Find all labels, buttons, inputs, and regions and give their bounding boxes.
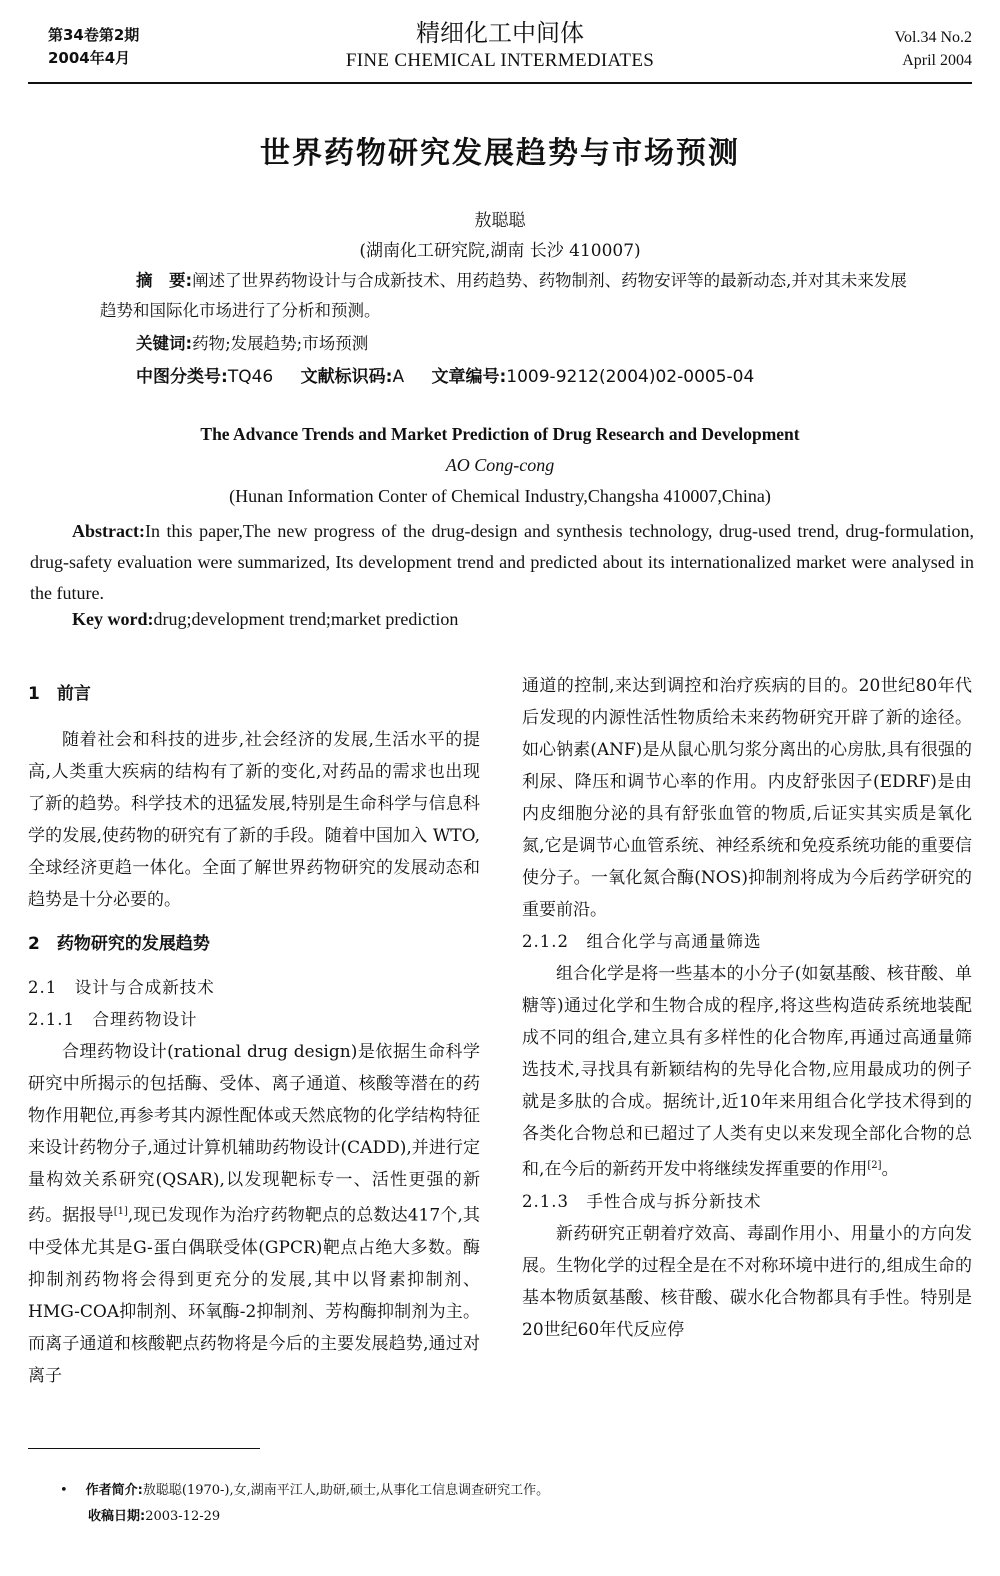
section-1-paragraph: 随着社会和科技的进步,社会经济的发展,生活水平的提高,人类重大疾病的结构有了新的变化,对药品的需求也出现了新的趋势。科学技术的迅猛发展,特别是生命科学与信息科学的发展,使药物的研究有了新的手段。随着中国加入 WTO,全球经济更趋一体化。全面了解世界药物研究的发展动态和趋势是十分必要的。 bbox=[28, 730, 480, 910]
issue-date-cn: 2004年4月 bbox=[48, 49, 131, 67]
footnote-bullet: • bbox=[60, 1483, 68, 1498]
doc-code-value: A bbox=[392, 367, 405, 387]
received-date-label: 收稿日期: bbox=[88, 1509, 146, 1524]
author-bio-line bbox=[60, 1478, 549, 1504]
abstract-cn bbox=[100, 266, 920, 326]
english-author: AO Cong-cong bbox=[445, 455, 555, 475]
section-2-1-1-text-b: ,现已发现作为治疗药物靶点的总数达417个,其中受体尤其是G-蛋白偶联受体(GPCR)靶点占绝大多数。酶抑制剂药物将会得到更充分的发展,其中以肾素抑制剂、HMG-COA抑制剂、环氧酶-2抑制剂、芳构酶抑制剂为主。而离子通道和核酸靶点药物将是今后的主要发展趋势,通过对离子 bbox=[28, 1205, 480, 1386]
reference-1: [1] bbox=[113, 1206, 128, 1217]
english-abstract-label: Abstract: bbox=[72, 521, 145, 541]
english-keywords bbox=[72, 609, 458, 630]
section-2-1-2-text-a: 组合化学是将一些基本的小分子(如氨基酸、核苷酸、单糖等)通过化学和生物合成的程序,将这些构造砖系统地装配成不同的组合,建立具有多样性的化合物库,再通过高通量筛选技术,寻找具有新颖结构的先导化合物,应用最成功的例子就是多肽的合成。据统计,近10年来用组合化学技术得到的各类化合物总和已超过了人类有史以来发现全部化合物的总和,在今后的新药开发中将继续发挥重要的作用 bbox=[522, 964, 972, 1180]
keywords-cn-text: 药物;发展趋势;市场预测 bbox=[192, 334, 369, 353]
clc-label: 中图分类号: bbox=[136, 367, 228, 387]
abstract-cn-label: 摘 要: bbox=[136, 271, 193, 290]
clc-value: TQ46 bbox=[227, 367, 274, 387]
english-affiliation: (Hunan Information Conter of Chemical Industry,Changsha 410007,China) bbox=[229, 486, 771, 506]
english-title: The Advance Trends and Market Prediction of Drug Research and Development bbox=[200, 424, 800, 444]
section-2-1-1-paragraph bbox=[28, 1036, 480, 1392]
right-column-paragraph-1: 通道的控制,来达到调控和治疗疾病的目的。20世纪80年代后发现的内源性活性物质给未来药物研究开辟了新的途径。如心钠素(ANF)是从鼠心肌匀浆分离出的心房肽,具有很强的利尿、降压和调节心率的作用。内皮舒张因子(EDRF)是由内皮细胞分泌的具有舒张血管的物质,后证实其实质是氧化氮,它是调节心血管系统、神经系统和免疫系统功能的重要信使分子。一氧化氮合酶(NOS)抑制剂将成为今后药学研究的重要前沿。 bbox=[522, 676, 972, 920]
journal-name-cn: 精细化工中间体 bbox=[416, 19, 584, 47]
english-abstract bbox=[30, 516, 974, 609]
abstract-cn-text: 阐述了世界药物设计与合成新技术、用药趋势、药物制剂、药物安评等的最新动态,并对其未来发展趋势和国际化市场进行了分析和预测。 bbox=[100, 271, 907, 320]
author-name: 敖聪聪 bbox=[474, 211, 526, 231]
section-2-1-1-text-a: 合理药物设计(rational drug design)是依据生命科学研究中所揭示的包括酶、受体、离子通道、核酸等潜在的药物作用靶位,再参考其内源性配体或天然底物的化学结构特征来设计药物分子,通过计算机辅助药物设计(CADD),并进行定量构效关系研究(QSAR),以发现靶标专一、活性更强的新药。据报导 bbox=[28, 1042, 480, 1226]
body-right-column bbox=[522, 670, 972, 1346]
journal-name-block bbox=[300, 18, 700, 74]
issue-number: 第34卷第2期 bbox=[48, 26, 140, 44]
author-bio-label: 作者简介: bbox=[85, 1483, 143, 1498]
section-2-1-2-text-b: 。 bbox=[881, 1159, 899, 1180]
section-2-1-3-heading: 2.1.3 手性合成与拆分新技术 bbox=[522, 1191, 762, 1211]
section-1-heading: 1 前言 bbox=[28, 684, 91, 704]
volume-en: Vol.34 No.2 bbox=[894, 29, 972, 46]
received-date-value: 2003-12-29 bbox=[145, 1509, 221, 1524]
section-2-heading: 2 药物研究的发展趋势 bbox=[28, 934, 210, 954]
author-bio-text: 敖聪聪(1970-),女,湖南平江人,助研,硕士,从事化工信息调查研究工作。 bbox=[142, 1483, 550, 1498]
journal-volume-block bbox=[895, 26, 973, 72]
section-2-1-2-heading: 2.1.2 组合化学与高通量筛选 bbox=[522, 932, 762, 951]
article-number-value: 1009-9212(2004)02-0005-04 bbox=[506, 367, 755, 387]
reference-2: [2] bbox=[867, 1160, 882, 1171]
footnotes bbox=[60, 1478, 549, 1530]
body-left-column bbox=[28, 678, 480, 1392]
article-number-label: 文章编号: bbox=[431, 367, 507, 387]
english-abstract-text: In this paper,The new progress of the drug-design and synthesis technology, drug-used trend, drug-formulation, drug-safety evaluation were summarized, Its development trend and predicted about its internationalized market were analysed in the future. bbox=[30, 521, 974, 603]
keywords-cn bbox=[136, 330, 368, 354]
classification-line bbox=[136, 362, 754, 387]
english-keywords-text: drug;development trend;market prediction bbox=[153, 609, 459, 629]
doc-code-label: 文献标识码: bbox=[300, 367, 393, 387]
received-date-line bbox=[60, 1504, 549, 1530]
journal-name-en: FINE CHEMICAL INTERMEDIATES bbox=[345, 50, 655, 71]
english-keywords-label: Key word: bbox=[72, 609, 154, 629]
section-2-1-2-paragraph bbox=[522, 958, 972, 1186]
header-divider bbox=[28, 82, 972, 84]
author-affiliation: (湖南化工研究院,湖南 长沙 410007) bbox=[359, 241, 641, 261]
section-2-1-1-heading: 2.1.1 合理药物设计 bbox=[28, 1010, 198, 1029]
section-2-1-heading: 2.1 设计与合成新技术 bbox=[28, 978, 215, 997]
issue-date-en: April 2004 bbox=[902, 52, 972, 69]
journal-issue-block bbox=[48, 24, 139, 70]
keywords-cn-label: 关键词: bbox=[136, 334, 193, 353]
footnote-divider bbox=[28, 1448, 260, 1449]
section-2-1-3-paragraph: 新药研究正朝着疗效高、毒副作用小、用量小的方向发展。生物化学的过程全是在不对称环境中进行的,组成生命的基本物质氨基酸、核苷酸、碳水化合物都具有手性。特别是20世纪60年代反应停 bbox=[522, 1223, 972, 1340]
paper-title: 世界药物研究发展趋势与市场预测 bbox=[260, 136, 740, 171]
